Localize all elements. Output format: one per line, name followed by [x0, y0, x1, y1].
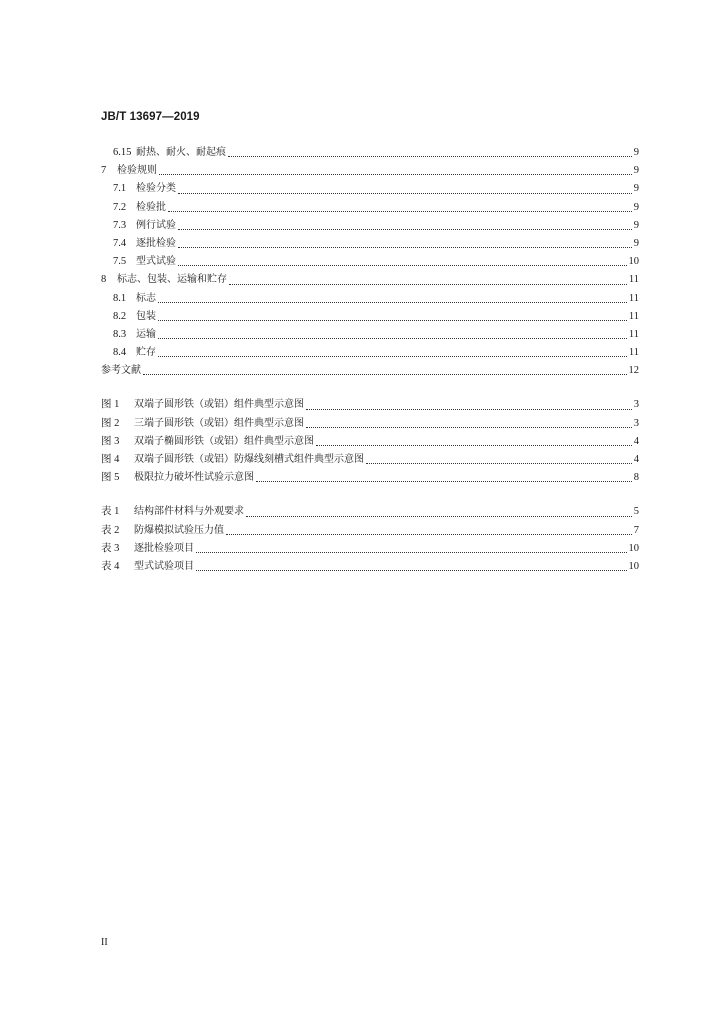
toc-entry-title: 检验规则 — [117, 165, 157, 177]
toc-entry-page: 4 — [633, 435, 639, 447]
toc-entry[interactable] — [101, 308, 639, 326]
toc-entry-title: 双端子圆形铁（或铝）组件典型示意图 — [134, 399, 304, 411]
toc-entry-title: 型式试验 — [136, 256, 176, 268]
section-gap — [101, 380, 639, 396]
toc-entry-number: 8.4 — [113, 347, 127, 359]
dot-leader — [158, 337, 627, 339]
toc-entry-title: 极限拉力破坏性试验示意图 — [134, 472, 254, 484]
toc-entry[interactable] — [101, 540, 639, 558]
dot-leader — [246, 515, 632, 517]
toc-entry-page: 9 — [633, 147, 639, 158]
toc-entry-page: 11 — [628, 347, 639, 359]
dot-leader — [159, 173, 632, 175]
toc-entry[interactable] — [101, 558, 639, 576]
dot-leader — [366, 462, 632, 464]
dot-leader — [158, 355, 627, 357]
toc-entry-number: 表 4 — [101, 560, 120, 572]
toc-entry-title: 标志、包装、运输和贮存 — [117, 274, 227, 286]
toc-entry[interactable] — [101, 522, 639, 540]
dot-leader — [178, 192, 632, 194]
toc-entry-page: 4 — [633, 454, 639, 465]
toc-entry[interactable] — [101, 144, 639, 162]
toc-entry-title: 检验批 — [136, 201, 166, 213]
toc-entry-page: 7 — [633, 524, 639, 536]
toc-entry[interactable] — [101, 451, 639, 469]
toc-entry-page: 3 — [633, 399, 639, 411]
toc-entry-page: 11 — [628, 274, 639, 286]
dot-leader — [226, 533, 632, 535]
toc-entry[interactable] — [101, 326, 639, 344]
toc-entry-page: 11 — [628, 292, 639, 304]
toc-entry-title: 型式试验项目 — [134, 560, 194, 572]
toc-entry-page: 9 — [633, 165, 639, 177]
toc-entry-number: 图 4 — [101, 454, 120, 465]
toc-entry-page: 10 — [628, 542, 639, 554]
toc-entry[interactable] — [101, 433, 639, 451]
standard-code-header: JB/T 13697—2019 — [101, 111, 200, 123]
toc-entry[interactable] — [101, 217, 639, 235]
toc-entry-title: 运输 — [136, 328, 156, 340]
toc-entry-title: 例行试验 — [136, 219, 176, 231]
toc-entry-page: 10 — [628, 256, 639, 268]
toc-entry-title: 包装 — [136, 310, 156, 322]
toc-entry-number: 图 2 — [101, 417, 120, 429]
toc-entry-number: 7.3 — [113, 219, 127, 231]
dot-leader — [229, 283, 627, 285]
toc-entry[interactable] — [101, 180, 639, 198]
toc-entry-title: 标志 — [136, 292, 156, 304]
toc-entry[interactable] — [101, 344, 639, 362]
dot-leader — [306, 408, 632, 410]
toc-figures — [101, 396, 639, 487]
table-of-contents — [101, 144, 639, 576]
toc-entry-title: 贮存 — [136, 347, 156, 359]
toc-tables — [101, 503, 639, 576]
toc-entry-title: 耐热、耐火、耐起痕 — [136, 147, 226, 158]
section-gap — [101, 487, 639, 503]
toc-entry[interactable] — [101, 199, 639, 217]
toc-entry-number: 7.5 — [113, 256, 127, 268]
toc-sections — [101, 144, 639, 380]
toc-entry-title: 逐批检验项目 — [134, 542, 194, 554]
toc-entry-number: 8.3 — [113, 328, 127, 340]
dot-leader — [256, 480, 632, 482]
toc-entry-page: 9 — [633, 219, 639, 231]
toc-entry-number: 7.1 — [113, 183, 127, 195]
toc-entry-page: 9 — [633, 237, 639, 249]
toc-entry-number: 8 — [101, 274, 107, 286]
toc-entry[interactable] — [101, 162, 639, 180]
dot-leader — [306, 426, 632, 428]
toc-entry-title: 逐批检验 — [136, 237, 176, 249]
toc-entry-page: 11 — [628, 310, 639, 322]
dot-leader — [228, 155, 632, 157]
toc-entry-title: 双端子椭圆形铁（或铝）组件典型示意图 — [134, 435, 314, 447]
toc-entry-number: 表 2 — [101, 524, 120, 536]
dot-leader — [316, 444, 632, 446]
toc-entry-page: 11 — [628, 328, 639, 340]
toc-entry-page: 12 — [628, 365, 639, 377]
toc-entry[interactable] — [101, 415, 639, 433]
toc-entry-page: 8 — [633, 472, 639, 484]
toc-entry-number: 图 1 — [101, 399, 120, 411]
page-number-roman: II — [101, 937, 108, 948]
dot-leader — [196, 569, 627, 571]
toc-entry-title: 双端子圆形铁（或铝）防爆线刻槽式组件典型示意图 — [134, 454, 364, 465]
dot-leader — [196, 551, 627, 553]
dot-leader — [143, 373, 627, 375]
toc-entry-title: 三端子圆形铁（或铝）组件典型示意图 — [134, 417, 304, 429]
toc-entry-title: 结构部件材料与外观要求 — [134, 506, 244, 518]
toc-entry-number: 6.15 — [113, 147, 132, 158]
toc-entry-number: 表 3 — [101, 542, 120, 554]
toc-entry[interactable] — [101, 396, 639, 414]
toc-entry-number: 7.2 — [113, 201, 127, 213]
toc-entry-page: 9 — [633, 201, 639, 213]
toc-entry-number: 图 5 — [101, 472, 120, 484]
toc-entry-title: 检验分类 — [136, 183, 176, 195]
toc-entry-page: 3 — [633, 417, 639, 429]
toc-entry[interactable] — [101, 290, 639, 308]
dot-leader — [178, 246, 632, 248]
dot-leader — [168, 210, 632, 212]
toc-entry-number: 图 3 — [101, 435, 120, 447]
dot-leader — [178, 228, 632, 230]
dot-leader — [178, 264, 627, 266]
toc-entry-title: 防爆模拟试验压力值 — [134, 524, 224, 536]
toc-entry-number: 8.1 — [113, 292, 127, 304]
toc-entry-number: 7.4 — [113, 237, 127, 249]
toc-entry-number: 7 — [101, 165, 107, 177]
toc-entry-page: 9 — [633, 183, 639, 195]
toc-entry[interactable] — [101, 469, 639, 487]
dot-leader — [158, 301, 627, 303]
toc-entry-number: 表 1 — [101, 506, 120, 518]
toc-entry[interactable] — [101, 271, 639, 289]
dot-leader — [158, 319, 627, 321]
toc-entry-page: 10 — [628, 560, 639, 572]
toc-entry[interactable] — [101, 235, 639, 253]
toc-entry-page: 5 — [633, 506, 639, 518]
toc-entry[interactable] — [101, 503, 639, 521]
toc-entry-number: 8.2 — [113, 310, 127, 322]
toc-entry-title: 参考文献 — [101, 365, 141, 377]
toc-entry[interactable] — [101, 253, 639, 271]
toc-entry[interactable] — [101, 362, 639, 380]
